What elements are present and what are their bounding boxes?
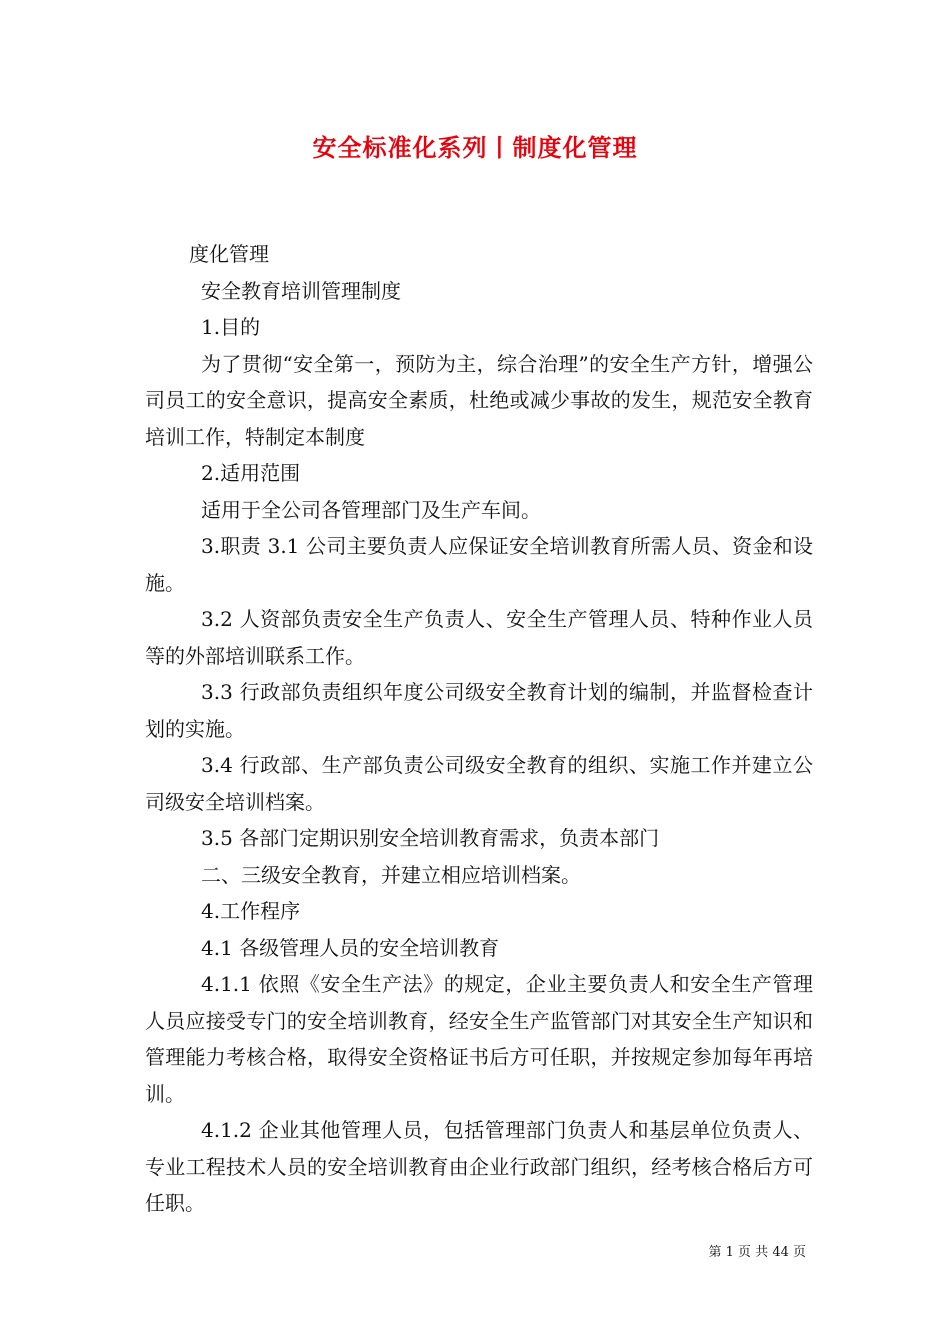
paragraph: 2.适用范围 xyxy=(201,461,301,485)
page-footer: 第 1 页 共 44 页 xyxy=(708,1245,806,1260)
paragraph: 4.1.2 企业其他管理人员，包括管理部门负责人和基层单位负责人、专业工程技术人员的安全培训教育由企业行政部门组织，经考核合格后方可任职。 xyxy=(145,1118,813,1215)
paragraph: 3.3 行政部负责组织年度公司级安全教育计划的编制，并监督检查计划的实施。 xyxy=(145,680,813,741)
document-title: 安全标准化系列丨制度化管理 xyxy=(312,134,638,162)
paragraph: 适用于全公司各管理部门及生产车间。 xyxy=(201,497,541,522)
paragraph: 3.4 行政部、生产部负责公司级安全教育的组织、实施工作并建立公司级安全培训档案。 xyxy=(145,753,813,814)
paragraph: 4.工作程序 xyxy=(201,899,301,923)
paragraph: 3.2 人资部负责安全生产负责人、安全生产管理人员、特种作业人员等的外部培训联系工作。 xyxy=(145,607,813,668)
paragraph: 4.1 各级管理人员的安全培训教育 xyxy=(201,935,500,960)
paragraph: 度化管理 xyxy=(189,242,269,266)
paragraph: 4.1.1 依照《安全生产法》的规定，企业主要负责人和安全生产管理人员应接受专门的安全培训教育，经安全生产监管部门对其安全生产知识和管理能力考核合格，取得安全资格证书后方可任职，并按规定参加每年再培训。 xyxy=(145,972,813,1106)
document-body xyxy=(145,236,813,1222)
paragraph: 3.5 各部门定期识别安全培训教育需求，负责本部门 xyxy=(201,826,660,850)
paragraph: 为了贯彻“安全第一，预防为主，综合治理”的安全生产方针，增强公司员工的安全意识，提高安全素质，杜绝或减少事故的发生，规范安全教育培训工作，特制定本制度 xyxy=(145,351,813,449)
paragraph: 二、三级安全教育，并建立相应培训档案。 xyxy=(201,862,581,887)
paragraph: 1.目的 xyxy=(201,315,261,339)
paragraph: 安全教育培训管理制度 xyxy=(201,278,401,303)
paragraph: 3.职责 3.1 公司主要负责人应保证安全培训教育所需人员、资金和设施。 xyxy=(145,534,813,595)
